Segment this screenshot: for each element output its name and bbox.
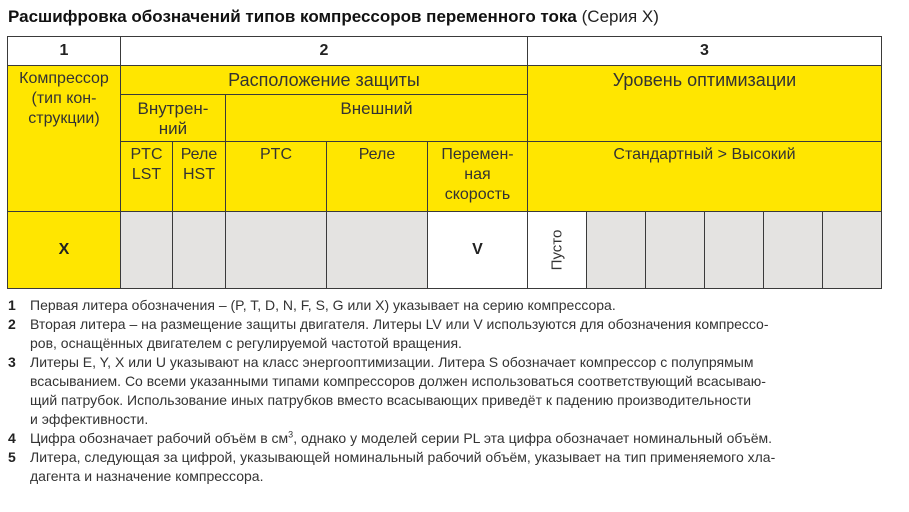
protection-location-header: Расположение защиты	[120, 65, 528, 95]
footnote-text: Вторая литера – на размещение защиты двигателя. Литеры LV или V используются для обозначения компрессо- ров, оснащённых двигателем с регулируемой частотой вращения.	[30, 316, 769, 351]
footnote-number: 1	[8, 297, 16, 313]
empty-cell	[120, 211, 173, 289]
empty-cell	[704, 211, 764, 289]
footnote-2	[8, 315, 903, 353]
footnote-text	[30, 429, 903, 448]
empty-cell	[172, 211, 226, 289]
column-number-2: 2	[120, 36, 528, 66]
footnote-5	[8, 448, 903, 486]
footnote-text: Первая литера обозначения – (P, T, D, N, F, S, G или X) указывает на серию компрессора.	[30, 297, 616, 313]
ptc-lst-header: PTC LST	[120, 141, 173, 212]
footnotes	[8, 296, 903, 486]
standard-high-header: Стандартный > Высокий	[527, 141, 882, 212]
external-protection-header: Внешний	[225, 94, 528, 142]
empty-cell	[763, 211, 823, 289]
empty-cell	[645, 211, 705, 289]
value-empty-label: Пусто	[547, 229, 565, 271]
optimization-level-header: Уровень оптимизации	[527, 65, 882, 142]
variable-speed-header: Перемен- ная скорость	[427, 141, 528, 212]
ptc-header: PTC	[225, 141, 327, 212]
footnote-number: 3	[8, 354, 16, 370]
footnote-4	[8, 429, 903, 448]
value-x-cell: X	[7, 211, 121, 289]
empty-cell	[225, 211, 327, 289]
empty-cell	[326, 211, 428, 289]
value-empty-cell	[527, 211, 587, 289]
footnote-3	[8, 353, 903, 429]
title-main: Расшифровка обозначений типов компрессоров переменного тока	[8, 7, 577, 26]
footnote-number: 4	[8, 430, 16, 446]
value-v-cell: V	[427, 211, 528, 289]
footnote-text: Литеры E, Y, X или U указывают на класс энергооптимизации. Литера S обозначает компрессор с полупрямым всасыванием. Со всеми указанными типами компрессоров должен использоваться соответствующий всасываю- щий патрубок. Использование иных патрубков вместо всасывающих приведёт к падению производительности и эффективности.	[30, 354, 766, 427]
relay-header: Реле	[326, 141, 428, 212]
column-number-1: 1	[7, 36, 121, 66]
superscript: 3	[288, 429, 294, 440]
column-number-3: 3	[527, 36, 882, 66]
footnote-number: 2	[8, 316, 16, 332]
empty-cell	[586, 211, 646, 289]
footnote-text: Литера, следующая за цифрой, указывающей номинальный рабочий объём, указывает на тип применяемого хла- дагента и назначение компрессора.	[30, 449, 776, 484]
footnote-number: 5	[8, 449, 16, 465]
relay-hst-header: Реле HST	[172, 141, 226, 212]
footnote-text-part: , однако у моделей серии PL эта цифра обозначает номинальный объём.	[293, 430, 773, 446]
footnote-text-part: Цифра обозначает рабочий объём в см	[30, 430, 289, 446]
internal-protection-header: Внутрен- ний	[120, 94, 226, 142]
title-series: (Серия X)	[581, 7, 659, 26]
footnote-1	[8, 296, 903, 315]
compressor-type-header: Компрессор (тип кон- струкции)	[7, 65, 121, 212]
empty-cell	[822, 211, 882, 289]
